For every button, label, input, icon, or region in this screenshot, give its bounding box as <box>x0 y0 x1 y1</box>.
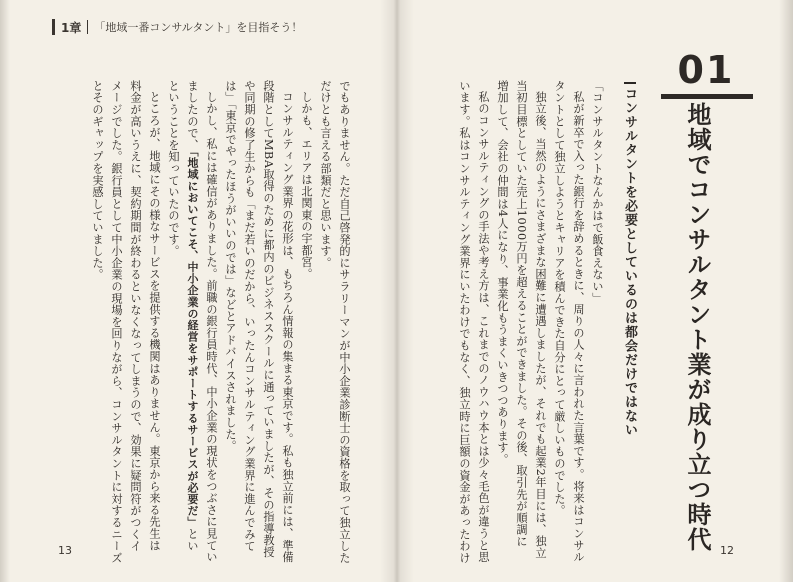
body-line: とそのギャップを実感していました。 <box>91 80 104 281</box>
square-bullet-icon <box>624 82 636 84</box>
body-line: 当初目標としていた売上1000万円を超えることができました。その後、取引先が順調に <box>515 80 528 548</box>
subheading <box>620 82 639 437</box>
body-line: 私のコンサルティングの手法や考え方は、これまでのノウハウ本とは少々毛色が違うと思 <box>477 91 490 564</box>
body-line: ということを知っていたのです。 <box>167 80 180 257</box>
page-edge-right <box>779 0 793 582</box>
body-line-emphasis <box>183 80 202 552</box>
body-line: は」「東京でやったほうがいいのでは」などとアドバイスされました。 <box>224 80 237 452</box>
chapter-title: 「地域一番コンサルタント」を目指そう！ <box>94 21 303 34</box>
body-line: タントとして独立しようとキャリアを積んできた自分にとって厳しいものでした。 <box>553 80 566 517</box>
body-line: 料金が高いうえに、契約期間が終わるといなくなってしまうので、効果に疑問符がつくイ <box>129 80 142 552</box>
body-line: 私が新卒で入った銀行を辞めるときに、周りの人々に言われた言葉です。将来はコンサル <box>572 91 585 564</box>
section-number: 01 <box>677 48 735 92</box>
body-line-lead: ましたので、 <box>186 80 199 151</box>
body-line: コンサルティング業界の花形は、もちろん情報の集まる東京です。私も独立前には、準備 <box>281 91 294 564</box>
body-line: でもありません。ただ自己啓発的にサラリーマンが中小企業診断士の資格を取って独立した <box>338 80 351 564</box>
body-line: だけとも言える部類だと思います。 <box>319 80 332 269</box>
header-bar <box>52 19 55 35</box>
emphasis-quote: 「地域においてこそ、中小企業の経営をサポートするサービスが必要だ」 <box>186 150 199 529</box>
body-line: 段階としてMBA取得のために都内のビジネススクールに通っていましたが、その指導教授 <box>262 80 275 558</box>
body-line: しかし、私には確信がありました。前職の銀行員時代、中小企業の現状をつぶさに見てい <box>205 91 218 564</box>
body-line: 独立後、当然のようにさまざまな困難に遭遇しましたが、それでも起業2年目には、独立 <box>534 91 547 560</box>
section-number-rule <box>661 94 753 99</box>
body-line: ところが、地域にその様なサービスを提供する機関はありません。東京から来る先生は <box>148 91 161 552</box>
body-line: 「コンサルタントなんかはで飯食えない」 <box>591 80 604 305</box>
header-divider <box>87 20 88 34</box>
body-line: や同期の修了生からも「まだ若いのだから、いったんコンサルティング業界に進んでみて <box>243 80 256 552</box>
body-line: 増加して、会社の仲間は4人になり、事業化もうまくいきつつあります。 <box>496 80 509 466</box>
running-header <box>52 17 302 37</box>
body-line: います。私はコンサルティング業界にいたわけでもなく、独立時に巨額の資金があったわけ <box>458 80 471 564</box>
right-page-body <box>447 80 607 564</box>
body-line: しかも、エリアは北関東の宇都宮。 <box>300 91 313 280</box>
page-edge-left <box>0 0 10 582</box>
emphasis-tail: とい <box>186 528 199 552</box>
book-gutter <box>380 0 414 582</box>
page-number-left: 13 <box>58 544 72 557</box>
section-title: 地域でコンサルタント業が成り立つ時代 <box>683 102 711 552</box>
body-line: メージでした。銀行員として中小企業の現場を回りながら、コンサルタントに対するニーズ <box>110 80 123 564</box>
subheading-text: コンサルタントを必要としているのは都会だけではない <box>622 87 637 437</box>
chapter-label: 1章 <box>61 20 82 35</box>
page-number-right: 12 <box>720 544 734 557</box>
